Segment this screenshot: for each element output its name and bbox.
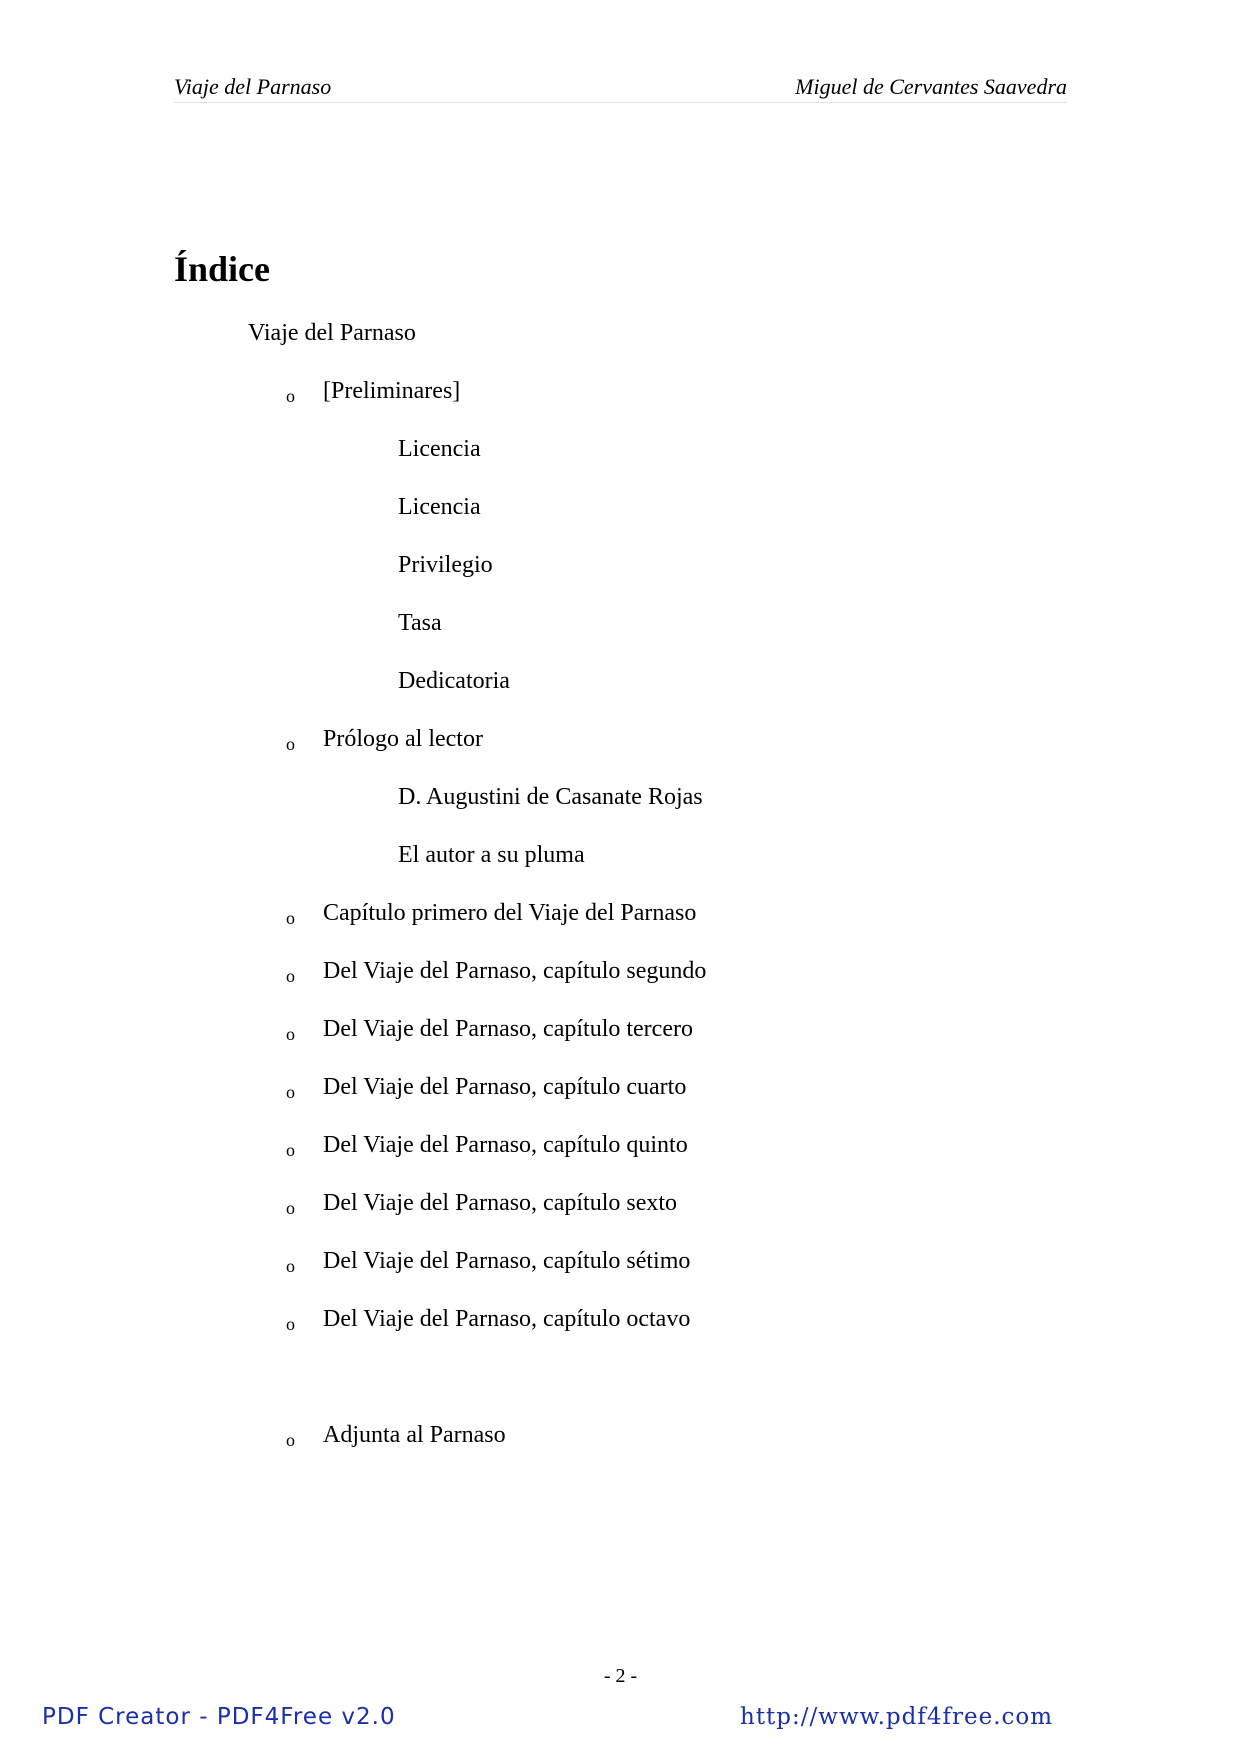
- bullet-icon: o: [286, 1430, 295, 1450]
- toc-entry[interactable]: Del Viaje del Parnaso, capítulo sétimo: [323, 1248, 691, 1274]
- toc-entry[interactable]: Del Viaje del Parnaso, capítulo segundo: [323, 958, 707, 984]
- toc-entry[interactable]: Del Viaje del Parnaso, capítulo octavo: [323, 1306, 691, 1332]
- toc-subentry[interactable]: D. Augustini de Casanate Rojas: [398, 784, 703, 810]
- header-book-title: Viaje del Parnaso: [174, 74, 332, 99]
- toc-subentry[interactable]: Tasa: [398, 610, 442, 636]
- bullet-icon: o: [286, 966, 295, 986]
- toc-entry[interactable]: Del Viaje del Parnaso, capítulo sexto: [323, 1190, 678, 1216]
- running-header: [174, 68, 1067, 103]
- toc-entry[interactable]: Capítulo primero del Viaje del Parnaso: [323, 900, 697, 926]
- toc-subentry[interactable]: Licencia: [398, 436, 481, 462]
- toc-root-entry[interactable]: Viaje del Parnaso: [248, 320, 416, 346]
- toc-subentry[interactable]: El autor a su pluma: [398, 842, 585, 868]
- bullet-icon: o: [286, 1024, 295, 1044]
- bullet-icon: o: [286, 1256, 295, 1276]
- toc-entry[interactable]: Del Viaje del Parnaso, capítulo tercero: [323, 1016, 693, 1042]
- header-author: Miguel de Cervantes Saavedra: [795, 74, 1067, 99]
- bullet-icon: o: [286, 1082, 295, 1102]
- toc-entry[interactable]: [Preliminares]: [323, 378, 461, 404]
- toc-subentry[interactable]: Licencia: [398, 494, 481, 520]
- page-title: Índice: [174, 249, 271, 289]
- toc-entry[interactable]: Del Viaje del Parnaso, capítulo cuarto: [323, 1074, 687, 1100]
- bullet-icon: o: [286, 386, 295, 406]
- toc-entry[interactable]: Adjunta al Parnaso: [323, 1422, 506, 1448]
- bullet-icon: o: [286, 1198, 295, 1218]
- toc-subentry[interactable]: Privilegio: [398, 552, 493, 578]
- bullet-icon: o: [286, 908, 295, 928]
- bullet-icon: o: [286, 1314, 295, 1334]
- page-number: - 2 -: [603, 1665, 638, 1687]
- footer-creator-link[interactable]: PDF Creator - PDF4Free v2.0: [42, 1704, 396, 1730]
- toc-entry[interactable]: Prólogo al lector: [323, 726, 483, 752]
- footer-url-link[interactable]: http://www.pdf4free.com: [740, 1704, 1054, 1730]
- toc-subentry[interactable]: Dedicatoria: [398, 668, 510, 694]
- toc-entry[interactable]: Del Viaje del Parnaso, capítulo quinto: [323, 1132, 688, 1158]
- bullet-icon: o: [286, 734, 295, 754]
- bullet-icon: o: [286, 1140, 295, 1160]
